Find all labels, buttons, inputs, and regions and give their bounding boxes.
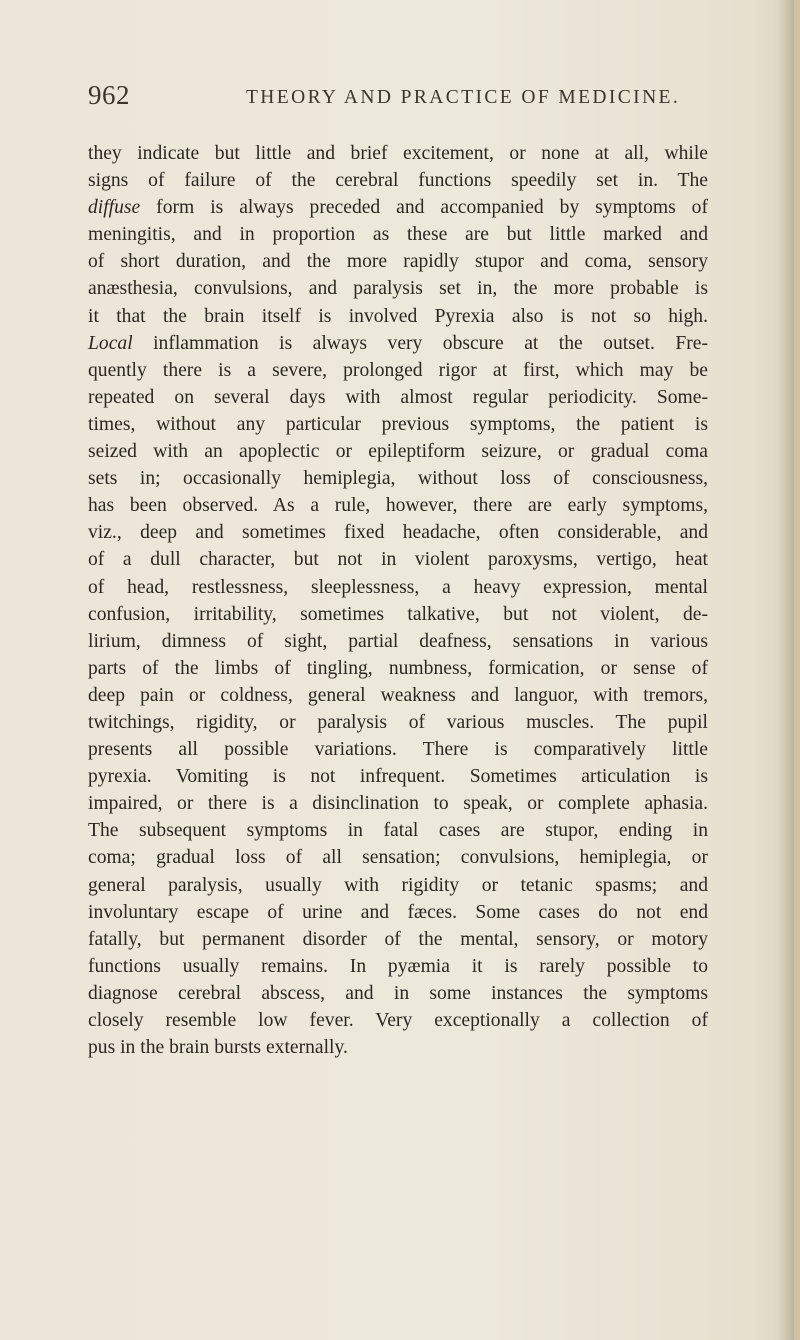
- text-line: [88, 357, 708, 384]
- text-line: [88, 574, 708, 601]
- text-line: [88, 953, 708, 980]
- text-line: [88, 519, 708, 546]
- text-line: [88, 167, 708, 194]
- italic-term: diffuse: [88, 197, 141, 219]
- text-line: [88, 492, 708, 519]
- page-header: [88, 80, 708, 116]
- line-text: inflammation is always very obscure at the outset. Fre-: [132, 332, 708, 354]
- line-text: twitchings, rigidity, or paralysis of various muscles. The pupil: [88, 711, 708, 733]
- text-line: [88, 438, 708, 465]
- text-line: [88, 601, 708, 628]
- page-edge: [794, 0, 800, 1340]
- line-text: of head, restlessness, sleeplessness, a heavy expression, mental: [88, 576, 708, 598]
- text-line: [88, 140, 708, 167]
- text-line: [88, 899, 708, 926]
- line-text: times, without any particular previous symptoms, the patient is: [88, 413, 708, 435]
- text-line: [88, 221, 708, 248]
- line-text: of a dull character, but not in violent paroxysms, vertigo, heat: [88, 549, 708, 571]
- running-title: THEORY AND PRACTICE OF MEDICINE.: [246, 87, 681, 108]
- line-text: parts of the limbs of tingling, numbness, formication, or sense of: [88, 657, 708, 679]
- line-text: impaired, or there is a disinclination to speak, or complete aphasia.: [88, 793, 708, 815]
- text-line: [88, 736, 708, 763]
- line-text: repeated on several days with almost regular periodicity. Some-: [88, 386, 708, 408]
- italic-term: Local: [88, 332, 133, 354]
- text-line: [88, 844, 708, 871]
- line-text: of short duration, and the more rapidly stupor and coma, sensory: [88, 251, 708, 273]
- line-text: functions usually remains. In pyæmia it is rarely possible to: [88, 955, 708, 977]
- line-text: viz., deep and sometimes fixed headache, often considerable, and: [88, 522, 708, 544]
- text-line: [88, 926, 708, 953]
- line-text: it that the brain itself is involved Pyrexia also is not so high.: [88, 305, 708, 327]
- text-line: [88, 465, 708, 492]
- line-text: general paralysis, usually with rigidity or tetanic spasms; and: [88, 874, 708, 896]
- line-text: fatally, but permanent disorder of the mental, sensory, or motory: [88, 928, 708, 950]
- text-line: [88, 1034, 708, 1061]
- text-line: [88, 303, 708, 330]
- text-line: [88, 709, 708, 736]
- text-line: [88, 980, 708, 1007]
- line-text: involuntary escape of urine and fæces. Some cases do not end: [88, 901, 708, 923]
- line-text: confusion, irritability, sometimes talkative, but not violent, de-: [88, 603, 708, 625]
- text-line: [88, 1007, 708, 1034]
- text-line: [88, 411, 708, 438]
- line-text: deep pain or coldness, general weakness and languor, with tremors,: [88, 684, 708, 706]
- text-line: [88, 682, 708, 709]
- text-line: [88, 817, 708, 844]
- line-text: diagnose cerebral abscess, and in some instances the symptoms: [88, 982, 708, 1004]
- line-text: The subsequent symptoms in fatal cases are stupor, ending in: [88, 820, 708, 842]
- text-line: [88, 194, 708, 221]
- body-text: [88, 140, 708, 1061]
- line-text: closely resemble low fever. Very exceptionally a collection of: [88, 1010, 708, 1031]
- text-line: [88, 275, 708, 302]
- text-line: [88, 655, 708, 682]
- text-line: [88, 384, 708, 411]
- text-line: [88, 763, 708, 790]
- text-line: [88, 872, 708, 899]
- text-line: [88, 628, 708, 655]
- text-line: [88, 330, 708, 357]
- line-text: meningitis, and in proportion as these are but little marked and: [88, 224, 708, 246]
- line-text: anæsthesia, convulsions, and paralysis set in, the more probable is: [88, 278, 708, 300]
- page-number: 962: [88, 80, 130, 110]
- line-text: has been observed. As a rule, however, there are early symptoms,: [88, 495, 708, 517]
- line-text: pus in the brain bursts externally.: [88, 1037, 348, 1059]
- line-text: quently there is a severe, prolonged rigor at first, which may be: [88, 359, 708, 381]
- line-text: coma; gradual loss of all sensation; convulsions, hemiplegia, or: [88, 847, 708, 869]
- text-line: [88, 790, 708, 817]
- line-text: sets in; occasionally hemiplegia, without loss of consciousness,: [88, 468, 708, 490]
- text-line: [88, 546, 708, 573]
- line-text: presents all possible variations. There is comparatively little: [88, 739, 708, 761]
- line-text: form is always preceded and accompanied by symptoms of: [140, 197, 708, 219]
- line-text: lirium, dimness of sight, partial deafness, sensations in various: [88, 630, 708, 652]
- line-text: signs of failure of the cerebral functions speedily set in. The: [88, 170, 708, 192]
- line-text: seized with an apoplectic or epileptiform seizure, or gradual coma: [88, 441, 708, 463]
- line-text: they indicate but little and brief excitement, or none at all, while: [88, 143, 708, 164]
- text-line: [88, 248, 708, 275]
- line-text: pyrexia. Vomiting is not infrequent. Sometimes articulation is: [88, 766, 708, 788]
